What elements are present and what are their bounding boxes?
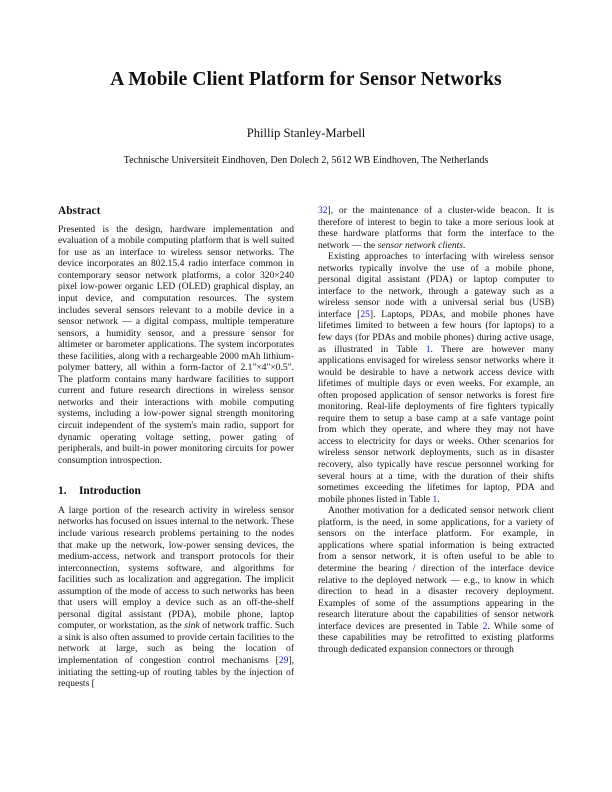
author-name: Phillip Stanley-Marbell bbox=[246, 126, 366, 141]
citation-link-25[interactable]: 25 bbox=[360, 308, 370, 320]
table-ref-1a[interactable]: 1 bbox=[425, 343, 431, 355]
intro-paragraph-3 bbox=[318, 505, 554, 655]
page-title: A Mobile Client Platform for Sensor Networks bbox=[110, 69, 502, 90]
two-column-body bbox=[58, 205, 554, 690]
intro-p1-text-a: A large portion of the research activity in wireless sensor networks has focused on issues internal to the network. These include various research problems pertaining to the nodes that make up the network, low-power sensing devices, the medium-access, network and transport protocols for their interconnection, systems software, and algorithms for facilities such as localization and aggregation. The implicit assumption of the mode of access to such networks has been that users will employ a device such as an off-the-shelf personal digital assistant (PDA), mobile phone, laptop computer, or workstation, as the bbox=[58, 504, 294, 632]
title-block bbox=[58, 68, 554, 167]
citation-link-29[interactable]: 29 bbox=[278, 654, 289, 666]
intro-p3-text-a: Another motivation for a dedicated sensor network client platform, is the need, in some applications, for a variety of sensors on the interface platform. For example, in applications where spatial information is being extracted from a sensor network, it is often useful to be able to determine the bearing / direction of the interface device relative to the deployed network — e.g., to know in which direction to head in a disaster recovery deployment. Examples of some of the assumptions appearing in the research literature about the capabilities of sensor network interface devices are presented in Table bbox=[318, 505, 554, 632]
intro-p2-text-d: . bbox=[437, 493, 440, 505]
intro-paragraph-1-continued bbox=[318, 205, 554, 251]
intro-p1-text-d: ], or the maintenance of a cluster-wide beacon. It is therefore of interest to begin to take a more serious look at these hardware platforms that form the interface to the network — the bbox=[318, 205, 554, 251]
section-spacer bbox=[58, 466, 294, 485]
right-column bbox=[318, 205, 554, 690]
intro-p1-text-e: . bbox=[463, 239, 466, 251]
intro-paragraph-2 bbox=[318, 251, 554, 505]
table-ref-1b[interactable]: 1 bbox=[432, 493, 438, 505]
author-affiliation: Technische Universiteit Eindhoven, Den Dolech 2, 5612 WB Eindhoven, The Netherlands bbox=[123, 154, 489, 166]
citation-link-32[interactable]: 32 bbox=[318, 205, 328, 216]
intro-p3-text-b: . While some of these capabilities may be retrofitted to existing platforms through dedicated expansion connectors or through bbox=[318, 620, 554, 655]
intro-p2-text-c: . There are however many applications envisaged for wireless sensor networks where it would be desirable to have a network access device with lifetimes of multiple days or even weeks. For example, an often proposed application of sensor networks is forest fire monitoring. Real-life deployments of fire fighters typically require them to setup a base camp at a safe vantage point from which they operate, and where they may not have access to electricity for days or weeks. Other scenarios for wireless sensor network deployments, such as in disaster recovery, also typically have rescue personnel working for several hours at a time, with the duration of their shifts sometimes exceeding the lifetimes for laptop, PDA and mobile phones listed in Table bbox=[318, 343, 554, 505]
left-column bbox=[58, 205, 294, 690]
intro-p2-text-b: ]. Laptops, PDAs, and mobile phones have lifetimes limited to between a few hours (for laptops) to a few days (for PDAs and mobile phones) during active usage, as illustrated in Table bbox=[318, 308, 554, 355]
table-ref-2[interactable]: 2 bbox=[482, 620, 488, 632]
section-title: Introduction bbox=[79, 485, 141, 498]
abstract-text: Presented is the design, hardware implementation and evaluation of a mobile computing platform that is well suited for use as an interface to wireless sensor networks. The device incorporates an 802.15.4 radio interface common in contemporary sensor network platforms, a color 320×240 pixel low-power organic LED (OLED) graphical display, an input device, and computation resources. The system includes several sensors relevant to a mobile device in a sensor network — a digital compass, multiple temperature sensors, a humidity sensor, and a pressure sensor for altimeter or barometer applications. The system incorporates these facilities, along with a rechargeable 2000 mAh lithium-polymer battery, all within a form-factor of 2.1"×4"×0.5". The platform contains many hardware facilities to support current and future research directions in wireless sensor networks and their interactions with mobile computing systems, including a low-power signal strength monitoring circuit independent of the system's main radio, support for dynamic operating voltage setting, power gating of peripherals, and built-in power monitoring circuits for power consumption introspection. bbox=[58, 223, 294, 466]
emphasis-sensor-network-clients: sensor network clients bbox=[377, 239, 464, 251]
intro-p2-text-a: Existing approaches to interfacing with wireless sensor networks typically involve the use of a mobile phone, personal digital assistant (PDA) or laptop computer to interface to the network, through a gateway such as a wireless sensor node with a universal serial bus (USB) interface [ bbox=[318, 251, 554, 320]
emphasis-sink: sink bbox=[184, 620, 200, 632]
intro-p1-text-b: of network traffic. Such a sink is also often assumed to provide certain facilities to the network at large, such as being the location of implementation of congestion control mechanisms [ bbox=[58, 620, 294, 666]
intro-paragraph-1 bbox=[58, 505, 294, 690]
introduction-heading bbox=[58, 485, 294, 499]
intro-p1-text-c: ], initiating the setting-up of routing tables by the injection of requests [ bbox=[58, 654, 294, 690]
abstract-heading: Abstract bbox=[58, 205, 101, 217]
section-number: 1. bbox=[58, 485, 67, 498]
